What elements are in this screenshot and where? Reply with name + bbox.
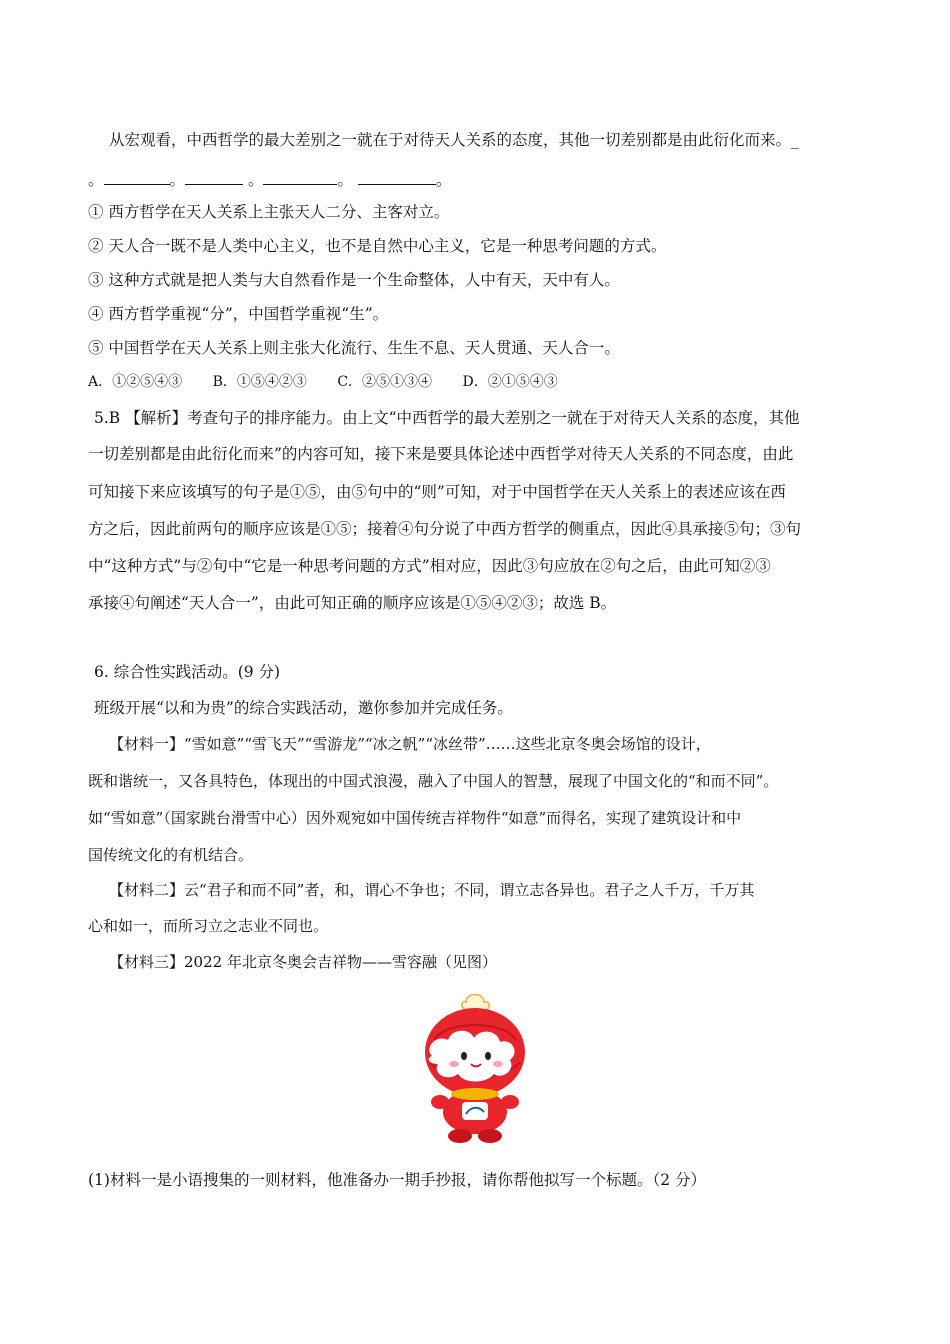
q5-option-b: B．①⑤④②③ (212, 374, 307, 390)
q5-analysis-5: 中“这种方式”与②句中“它是一种思考问题的方式”相对应，因此③句应放在②句之后，由此可知②③ (88, 557, 771, 575)
q6-sub1: (1)材料一是小语搜集的一则材料，他准备办一期手抄报，请你帮他拟写一个标题。（2 分） (88, 1171, 706, 1189)
q5-sentence-4: ④ 西方哲学重视“分”，中国哲学重视“生”。 (88, 305, 389, 323)
material1-line-1: 【材料一】“雪如意”“雪飞天”“雪游龙”“冰之帆”“冰丝带”……这些北京冬奥会场馆的设计， (109, 735, 711, 753)
q6-title: 6. 综合性实践活动。(9 分) (94, 663, 281, 681)
mascot-image (416, 990, 534, 1146)
q5-analysis-1: 5.B 【解析】考查句子的排序能力。由上文“中西哲学的最大差别之一就在于对待天人关系的态度，其他 (94, 409, 800, 427)
q5-analysis-3: 可知接下来应该填写的句子是①⑤，由⑤句中的“则”可知，对于中国哲学在天人关系上的表述应该在西 (88, 483, 786, 501)
q5-sentence-5: ⑤ 中国哲学在天人关系上则主张大化流行、生生不息、天人贯通、天人合一。 (88, 339, 620, 357)
q5-option-d: D．②①⑤④③ (462, 374, 558, 390)
q5-option-c: C．②⑤①③④ (337, 374, 433, 390)
q5-option-a: A．①②⑤④③ (88, 374, 183, 390)
material2-line-1: 【材料二】云“君子和而不同”者，和，谓心不争也；不同，谓立志各异也。君子之人千万，千万其 (109, 881, 755, 899)
material1-line-2: 既和谐统一，又各具特色，体现出的中国式浪漫，融入了中国人的智慧，展现了中国文化的“和而不同”。 (88, 772, 779, 790)
material1-line-4: 国传统文化的有机结合。 (88, 846, 254, 864)
q5-sentence-2: ② 天人合一既不是人类中心主义，也不是自然中心主义，它是一种思考问题的方式。 (88, 237, 667, 255)
material3: 【材料三】2022 年北京冬奥会吉祥物——雪容融（见图） (109, 953, 497, 971)
q5-analysis-2: 一切差别都是由此衍化而来”的内容可知，接下来是要具体论述中西哲学对待天人关系的不同态度，由此 (88, 445, 794, 463)
q5-options (88, 372, 584, 392)
material2-line-2: 心和如一，而所习立之志业不同也。 (88, 917, 329, 935)
q5-blanks: 。 。 。 。 。 (88, 171, 452, 189)
q5-sentence-3: ③ 这种方式就是把人类与大自然看作是一个生命整体，人中有天，天中有人。 (88, 271, 620, 289)
q5-stem: 从宏观看，中西哲学的最大差别之一就在于对待天人关系的态度，其他一切差别都是由此衍化而来。_ (109, 131, 799, 149)
q5-analysis-4: 方之后，因此前两句的顺序应该是①⑤；接着④句分说了中西方哲学的侧重点，因此④具承接⑤句；③句 (88, 520, 802, 538)
q5-analysis-6: 承接④句阐述“天人合一”，由此可知正确的顺序应该是①⑤④②③；故选 B。 (88, 594, 617, 612)
q5-sentence-1: ① 西方哲学在天人关系上主张天人二分、主客对立。 (88, 203, 450, 221)
material1-line-3: 如“雪如意”（国家跳台滑雪中心）因外观宛如中国传统吉祥物件“如意”而得名，实现了建筑设计和中 (88, 809, 742, 827)
q6-intro: 班级开展“以和为贵”的综合实践活动，邀你参加并完成任务。 (94, 699, 513, 717)
